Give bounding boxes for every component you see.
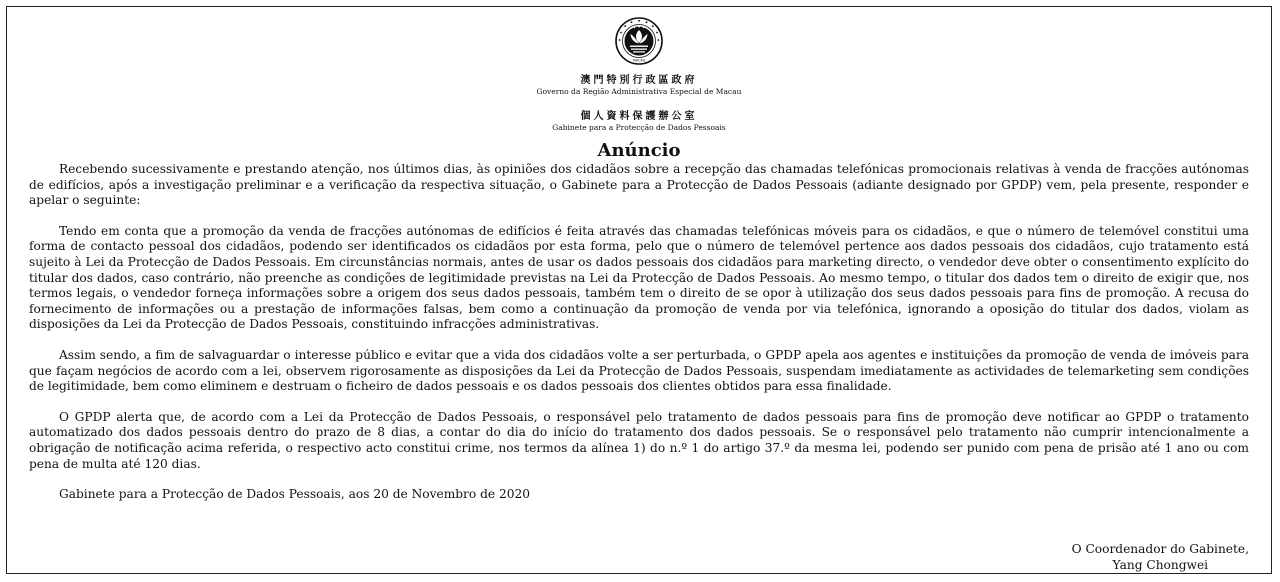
notice-frame	[6, 6, 1272, 574]
paragraph-date-line: Gabinete para a Protecção de Dados Pessoais, aos 20 de Novembro de 2020	[59, 487, 530, 502]
paragraph-warning: O GPDP alerta que, de acordo com a Lei da Protecção de Dados Pessoais, o responsável pelo tratamento de dados pessoais para fins de promoção deve notificar ao GPDP o tratamento automatizado dos dados pessoais dentro do prazo de 8 dias, a contar do dia do início do tratamento dos dados pessoais. Se o responsável pelo tratamento não cumprir intencionalmente a obrigação de notificação acima referida, o respectivo acto constitui crime, nos termos da alínea 1) do n.º 1 do artigo 37.º da mesma lei, podendo ser punido com pena de prisão até 1 ano ou com pena de multa até 120 dias.	[29, 409, 1249, 471]
signature-role: O Coordenador do Gabinete,	[1071, 542, 1249, 556]
macau-emblem-icon	[615, 17, 663, 65]
notice-content	[29, 7, 1249, 573]
paragraph-legal-basis: Tendo em conta que a promoção da venda de fracções autónomas de edifícios é feita através das chamadas telefónicas móveis para os cidadãos, e que o número de telemóvel constitui uma forma de contacto pessoal dos cidadãos, podendo ser identificados os cidadãos por esta forma, pelo que o número de telemóvel pertence aos dados pessoais dos cidadãos, cujo tratamento está sujeito à Lei da Protecção de Dados Pessoais. Em circunstâncias normais, antes de usar os dados pessoais dos cidadãos para marketing directo, o vendedor deve obter o consentimento explícito do titular dos dados, caso contrário, não preenche as condições de legitimidade previstas na Lei da Protecção de Dados Pessoais. Ao mesmo tempo, o titular dos dados tem o direito de exigir que, nos termos legais, o vendedor forneça informações sobre a origem dos seus dados pessoais, também tem o direito de se opor à utilização dos seus dados pessoais para fins de promoção. A recusa do fornecimento de informações ou a prestação de informações falsas, bem como a continuação da promoção de venda por via telefónica, ignorando a oposição do titular dos dados, violam as disposições da Lei da Protecção de Dados Pessoais, constituindo infracções administrativas.	[29, 223, 1249, 332]
signature-name: Yang Chongwei	[1112, 558, 1209, 572]
signature-block	[1072, 541, 1249, 573]
notice-title: Anúncio	[597, 140, 681, 161]
office-name-cn: 個人資料保護辦公室	[580, 111, 698, 122]
paragraph-appeal: Assim sendo, a fim de salvaguardar o interesse público e evitar que a vida dos cidadãos volte a ser perturbada, o GPDP apela aos agentes e instituições da promoção de venda de imóveis para que façam negócios de acordo com a lei, observem rigorosamente as disposições da Lei da Protecção de Dados Pessoais, suspendam imediatamente as actividades de telemarketing sem condições de legitimidade, bem como eliminem e destruam o ficheiro de dados pessoais e os dados pessoais dos clientes obtidos para essa finalidade.	[29, 347, 1249, 394]
emblem-bottom-text: MACAU	[632, 58, 646, 63]
paragraph-intro: Recebendo sucessivamente e prestando atenção, nos últimos dias, às opiniões dos cidadãos sobre a recepção das chamadas telefónicas promocionais relativas à venda de fracções autónomas de edifícios, após a investigação preliminar e a verificação da respectiva situação, o Gabinete para a Protecção de Dados Pessoais (adiante designado por GPDP) vem, pela presente, responder e apelar o seguinte:	[29, 162, 1249, 208]
notice-body	[29, 162, 1249, 503]
government-name-pt: Governo da Região Administrativa Especial de Macau	[536, 87, 742, 96]
government-name-cn: 澳門特別行政區政府	[580, 75, 698, 86]
office-name-pt: Gabinete para a Protecção de Dados Pessoais	[552, 123, 726, 132]
